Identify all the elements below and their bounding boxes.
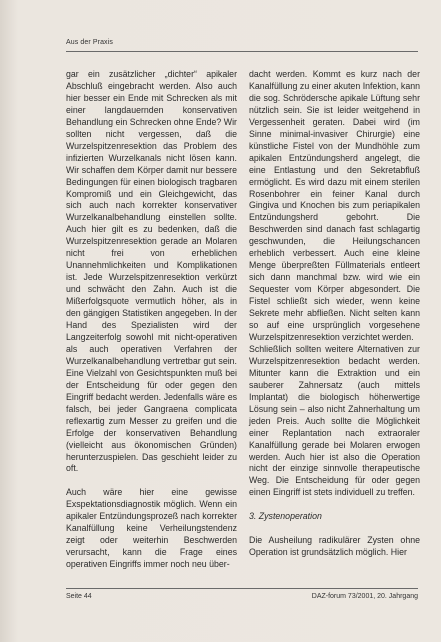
- right-text-column: [249, 69, 420, 559]
- left-paragraph-2: Auch wäre hier eine gewisse Exspektationsdiagnostik möglich. Wenn ein apikaler Entzündungsprozeß nach korrekter Kanalfüllung keine Verheilungstendenz zeigt oder weiterhin Beschwerden verursacht, kann die Frage eines operativen Eingriffs immer noch neu über-: [66, 487, 237, 570]
- right-paragraph-2: Schließlich sollten weitere Alternativen zur Wurzelspitzenresektion bedacht werden. Mitunter kann die Extraktion und ein sauberer Zahnersatz (auch mittels Implantat) die biologisch höherwertige Lösung sein – also nicht Zahnerhaltung um jeden Preis. Auch sollte die Möglichkeit einer Replantation nach extraoraler Kanalfüllung gerade bei Molaren erwogen werden. Auch hier ist also die Operation nicht der einzige sinnvolle therapeutische Weg. Die Entscheidung für oder gegen einen Eingriff ist stets individuell zu treffen.: [249, 343, 420, 498]
- issue-label: DAZ-forum 73/2001, 20. Jahrgang: [311, 593, 418, 600]
- left-text-column: [66, 69, 237, 571]
- left-paragraph-1: gar ein zusätzlicher „dichter“ apikaler Abschluß eingebracht werden. Also auch hier besser ein Ende mit Schrecken als mit einer langdauernden konservativen Behandlung ein Schrecken ohne Ende? Wir sollten nicht vergessen, daß die Wurzelspitzenresektion das Problem des infizierten Wurzelkanals nicht lösen kann. Wir schaffen dem Körper damit nur bessere Bedingungen für einen biologisch tragbaren Kompromiß und ein Gleichgewicht, das sich auch nach korrekter konservativer Wurzelkanalbehandlung einstellen sollte. Auch hier gilt es zu bedenken, daß die Wurzelspitzenresektion gerade an Molaren nicht frei von erheblichen Unannehmlichkeiten und Komplikationen ist. Jede Wurzelspitzenresektion verkürzt und schwächt den Zahn. Auch ist die Mißerfolgsquote vermutlich höher, als in den gängigen Statistiken angegeben. In der Hand des Spezialisten wird der Langzeiterfolg sowohl mit nicht-operativen als auch operativen Verfahren der Wurzelkanalbehandlung vertretbar gut sein. Eine Vielzahl von Gesichtspunkten muß bei der Entscheidung für oder gegen den Eingriff bedacht werden. Jedenfalls wäre es falsch, bei jeder Gangraena complicata reflexartig zum Messer zu greifen und die Erfolge der konservativen Behandlung (vielleicht aus ökonomischen Gründen) herunterzuspielen. Das geschieht leider zu oft.: [66, 69, 237, 474]
- section-header: Aus der Praxis: [66, 39, 113, 46]
- page-number: Seite 44: [66, 593, 92, 600]
- footer-divider: [66, 588, 418, 589]
- section-heading: 3. Zystenoperation: [249, 511, 322, 522]
- right-paragraph-3: Die Ausheilung radikulärer Zysten ohne Operation ist grundsätzlich möglich. Hier: [249, 535, 420, 558]
- header-divider: [66, 51, 418, 52]
- right-paragraph-1: dacht werden. Kommt es kurz nach der Kanalfüllung zu einer akuten Infektion, kann die sog. Schrödersche apikale Lüftung sehr nützlich sein. Sie ist leider weitgehend in Vergessenheit geraten. Dabei wird (im Sinne minimal-invasiver Chirurgie) eine künstliche Fistel von der Mundhöhle zum apikalen Entzündungsherd angelegt, die eine Entlastung und den Sekretabfluß ermöglicht. Es wird dazu mit einem sterilen Rosenbohrer ein feiner Kanal durch Gingiva und Knochen bis zum periapikalen Entzündungsherd gebohrt. Die Beschwerden sind danach fast schlagartig geschwunden, die Heilungschancen erheblich verbessert. Auch eine kleine Menge überpreßten Füllmaterials entleert sich dann manchmal bzw. wird wie ein Sequester vom Körper abgesondert. Die Fistel schließt sich wieder, wenn keine Sekrete mehr abfließen. Nicht selten kann so auf eine ursprünglich vorgesehene Wurzelspitzenresektion verzichtet werden.: [249, 69, 420, 342]
